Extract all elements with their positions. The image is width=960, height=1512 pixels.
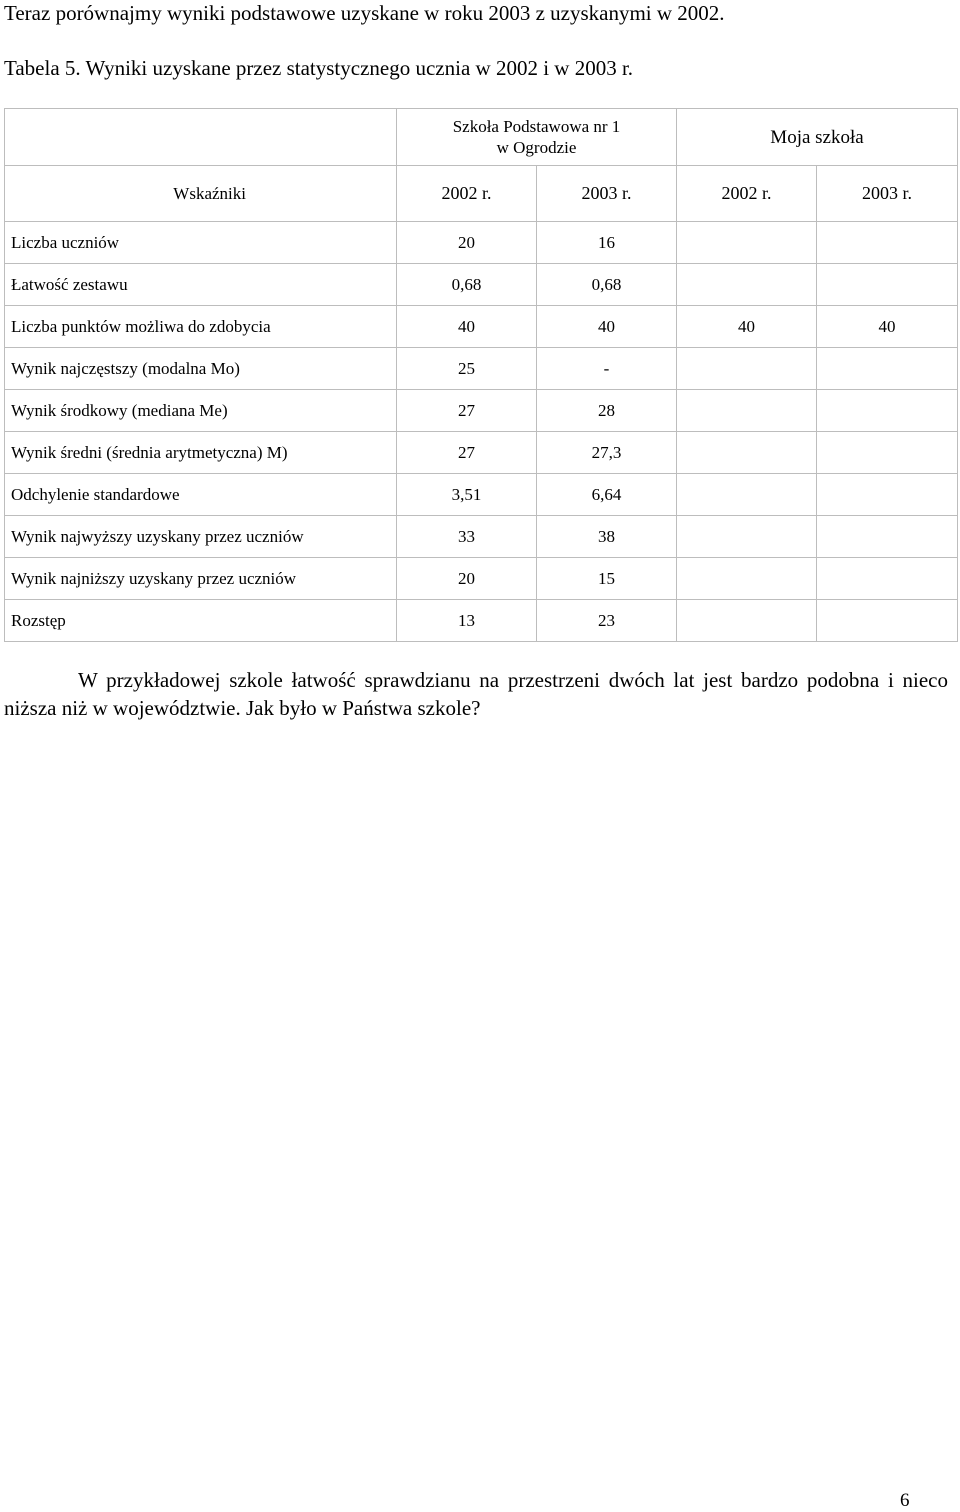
row-label: Wynik najczęstszy (modalna Mo): [5, 348, 397, 390]
row-value: [817, 390, 958, 432]
table-year-header-row: [5, 166, 958, 222]
row-value: 25: [397, 348, 537, 390]
table-row: [5, 474, 958, 516]
row-value: 0,68: [537, 264, 677, 306]
row-value: 16: [537, 222, 677, 264]
row-label: Liczba uczniów: [5, 222, 397, 264]
row-value: [677, 474, 817, 516]
row-value: [817, 558, 958, 600]
row-value: 0,68: [397, 264, 537, 306]
row-value: 27,3: [537, 432, 677, 474]
row-value: 13: [397, 600, 537, 642]
row-value: -: [537, 348, 677, 390]
row-value: 15: [537, 558, 677, 600]
row-value: 38: [537, 516, 677, 558]
row-value: [677, 390, 817, 432]
table-row: [5, 264, 958, 306]
header-school-line-2: w Ogrodzie: [496, 138, 577, 157]
row-value: 40: [817, 306, 958, 348]
table-row: [5, 516, 958, 558]
row-label: Rozstęp: [5, 600, 397, 642]
header-empty-cell: [5, 109, 397, 166]
row-value: [677, 222, 817, 264]
row-label: Wynik średni (średnia arytmetyczna) M): [5, 432, 397, 474]
row-value: [677, 348, 817, 390]
results-table: [4, 108, 958, 642]
header-year-school-2002: 2002 r.: [397, 166, 537, 222]
row-value: 40: [677, 306, 817, 348]
row-value: [677, 432, 817, 474]
header-school-name: [397, 109, 677, 166]
header-school-line-1: Szkoła Podstawowa nr 1: [452, 117, 621, 136]
table-row: [5, 390, 958, 432]
header-my-school: Moja szkoła: [677, 109, 958, 166]
row-value: 6,64: [537, 474, 677, 516]
row-value: [677, 264, 817, 306]
row-label: Wynik najniższy uzyskany przez uczniów: [5, 558, 397, 600]
row-value: 40: [537, 306, 677, 348]
table-row: [5, 600, 958, 642]
intro-text: Teraz porównajmy wyniki podstawowe uzyskane w roku 2003 z uzyskanymi w 2002.: [4, 1, 725, 25]
row-value: 28: [537, 390, 677, 432]
table-row: [5, 222, 958, 264]
table-row: [5, 306, 958, 348]
row-value: [817, 516, 958, 558]
row-value: 33: [397, 516, 537, 558]
summary-paragraph: W przykładowej szkole łatwość sprawdzianu na przestrzeni dwóch lat jest bardzo podobna i nieco niższa niż w województwie. Jak było w Państwa szkole?: [4, 668, 948, 720]
row-value: [817, 600, 958, 642]
row-value: 40: [397, 306, 537, 348]
row-label: Wynik najwyższy uzyskany przez uczniów: [5, 516, 397, 558]
row-value: 27: [397, 432, 537, 474]
row-label: Odchylenie standardowe: [5, 474, 397, 516]
row-value: [817, 348, 958, 390]
row-label: Łatwość zestawu: [5, 264, 397, 306]
row-value: [677, 516, 817, 558]
row-value: [817, 264, 958, 306]
row-value: 27: [397, 390, 537, 432]
row-value: [817, 474, 958, 516]
table-row: [5, 558, 958, 600]
row-value: 20: [397, 222, 537, 264]
table-caption: Tabela 5. Wyniki uzyskane przez statystycznego ucznia w 2002 i w 2003 r.: [4, 56, 634, 80]
header-year-mine-2002: 2002 r.: [677, 166, 817, 222]
row-label: Liczba punktów możliwa do zdobycia: [5, 306, 397, 348]
table-row: [5, 348, 958, 390]
row-value: 20: [397, 558, 537, 600]
table-group-header-row: [5, 109, 958, 166]
row-value: [817, 432, 958, 474]
header-year-mine-2003: 2003 r.: [817, 166, 958, 222]
page-number: 6: [900, 1490, 910, 1511]
header-indicators: Wskaźniki: [5, 166, 397, 222]
row-value: [817, 222, 958, 264]
row-value: [677, 558, 817, 600]
table-row: [5, 432, 958, 474]
row-value: [677, 600, 817, 642]
row-value: 23: [537, 600, 677, 642]
header-year-school-2003: 2003 r.: [537, 166, 677, 222]
row-label: Wynik środkowy (mediana Me): [5, 390, 397, 432]
row-value: 3,51: [397, 474, 537, 516]
